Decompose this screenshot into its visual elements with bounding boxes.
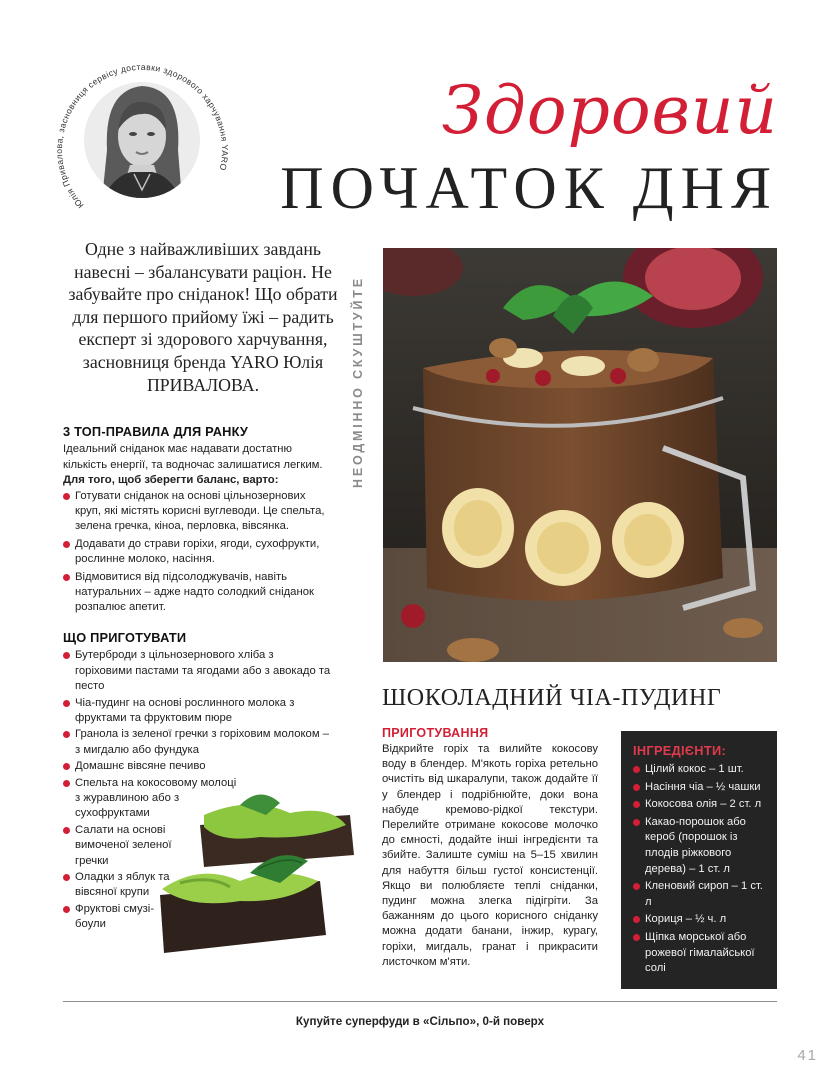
list-item: Оладки з яблук та вівсяної крупи	[63, 870, 181, 901]
list-item: Кленовий сироп – 1 ст. л	[633, 879, 767, 910]
rules-intro: Ідеальний сніданок має надавати достатню кількість енергії, та водночас залишатися легким.	[63, 443, 323, 471]
title-script: Здоровий	[441, 72, 778, 149]
list-item: Гранола із зеленої гречки з горіховим молоком – з мигдалю або фундука	[63, 727, 333, 758]
chia-pudding-photo	[383, 248, 777, 662]
footer-divider	[63, 1001, 777, 1002]
ingredients-heading: ІНГРЕДІЄНТИ:	[633, 743, 727, 758]
page-number: 41	[797, 1047, 818, 1064]
ingredients-box	[621, 731, 777, 989]
list-item: Кориця – ½ ч. л	[633, 912, 767, 928]
list-item: Салати на основі вимоченої зеленої гречки	[63, 823, 181, 869]
list-item: Какао-порошок або кероб (порошок із плодів ріжкового дерева) – 1 ст. л	[633, 815, 767, 877]
list-item: Насіння чіа – ½ чашки	[633, 780, 767, 796]
rules-heading: 3 ТОП-ПРАВИЛА ДЛЯ РАНКУ	[63, 424, 249, 439]
lead-paragraph: Одне з найважливіших завдань навесні – збалансувати раціон. Не забувайте про сніданок! Що обрати для першого прийому їжі – радить експерт зі здорового харчування, засновниця бренда YARO Юлія ПРИВАЛОВА.	[68, 239, 338, 395]
list-item: Бутерброди з цільнозернового хліба з горіховими пастами та ягодами або з авокадо та песто	[63, 648, 333, 694]
list-item: Щіпка морської або рожевої гімалайської солі	[633, 930, 767, 977]
author-caption: Юлія Привалова, засновниця сервісу доставки здорового харчування YARO	[53, 61, 231, 211]
list-item: Фруктові смузі-боули	[63, 902, 181, 933]
recipe-title: ШОКОЛАДНИЙ ЧІА-ПУДИНГ	[382, 685, 722, 711]
list-item: Домашнє вівсяне печиво	[63, 759, 333, 774]
list-item: Цілий кокос – 1 шт.	[633, 762, 767, 778]
list-item: Відмовитися від підсолоджувачів, навіть натуральних – адже надто солодкий сніданок розпалює апетит.	[63, 570, 333, 616]
rules-section	[63, 424, 348, 616]
vertical-label: НЕОДМІННО СКУШТУЙТЕ	[351, 276, 365, 488]
list-item: Кокосова олія – 2 ст. л	[633, 797, 767, 813]
list-item: Готувати сніданок на основі цільнозернових круп, які містять корисні вуглеводи. Це спельта, зелена гречка, кіноа, перловка, вівсянка.	[63, 489, 333, 535]
footer-note: Купуйте суперфуди в «Сільпо», 0-й поверх	[295, 1015, 545, 1028]
author-portrait	[52, 50, 232, 230]
rules-bold-line: Для того, щоб зберегти баланс, варто:	[63, 474, 279, 487]
prep-heading: ПРИГОТУВАННЯ	[382, 726, 489, 740]
list-item: Додавати до страви горіхи, ягоди, сухофрукти, рослинне молоко, насіння.	[63, 537, 333, 568]
rules-list	[63, 489, 333, 616]
list-item: Чіа-пудинг на основі рослинного молока з фруктами та фруктовим пюре	[63, 696, 333, 727]
what-to-cook-heading: ЩО ПРИГОТУВАТИ	[63, 629, 187, 645]
list-item: Спельта на кокосовому молоці з журавлиною або з сухофруктами	[63, 776, 238, 822]
ingredients-list	[633, 762, 767, 977]
page-title: ПОЧАТОК ДНЯ	[280, 155, 778, 221]
avocado-toast-image	[140, 785, 362, 965]
prep-text: Відкрийте горіх та вилийте кокосову воду в блендер. М'якоть горіха ретельно очистіть від шкаралупи, також додайте її у блендер і подрібнюйте, доки вона набуде кремово-рідкої текстури. Перелийте отримане кокосове молочко до ємності, додайте інші інгредієнти та збийте. Залиште суміш на 5–15 хвилин для набуття більш густої консистенції. Якщо ви полюбляєте теплі сніданки, пудинг можна злегка підігріти. За бажанням до цього корисного сніданку можна додати банани, інжир, курагу, горіхи, мигдаль, гранат і прикрасити листочком м'яти.	[382, 743, 598, 968]
